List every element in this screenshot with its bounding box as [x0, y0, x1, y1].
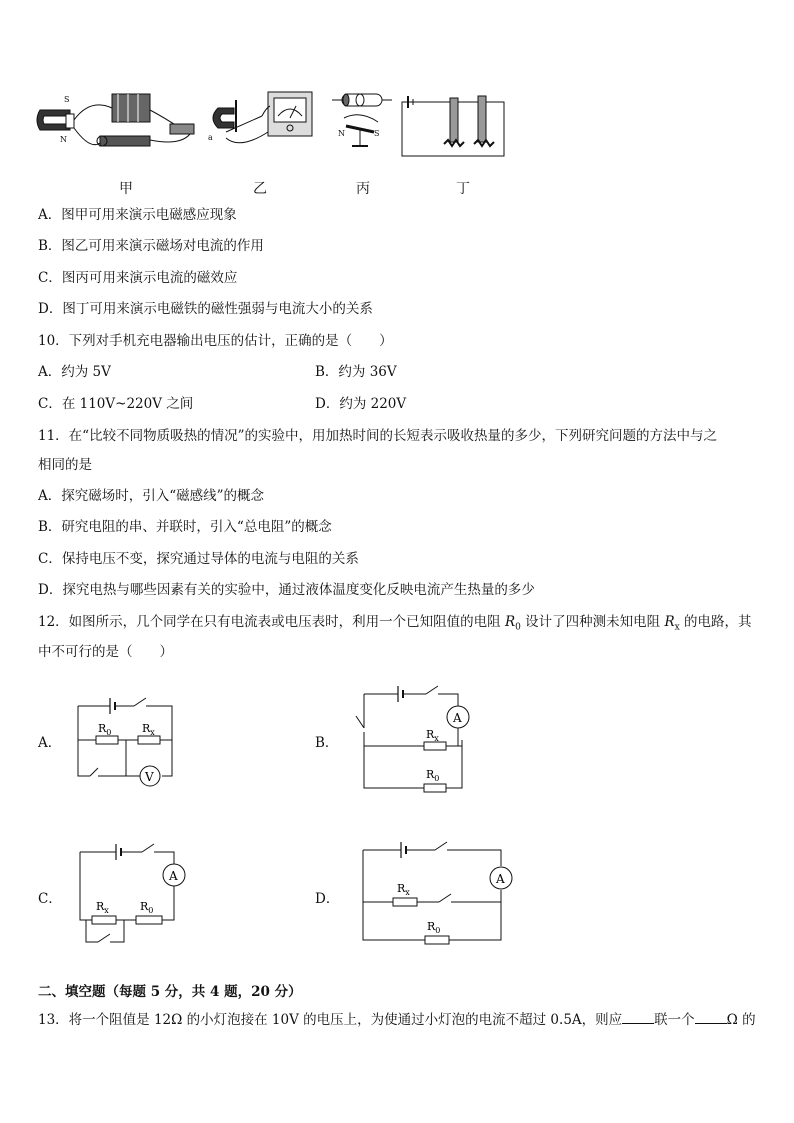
circuit-b-r0-sym: R — [426, 768, 435, 781]
magnet-s-label: S — [64, 95, 70, 104]
rotor-s-label: S — [374, 129, 380, 138]
circuit-c-r0-sym: R — [140, 900, 149, 913]
magnet-n-label: N — [60, 135, 67, 144]
section-heading: 二、填空题（每题 5 分，共 4 题，20 分） — [38, 984, 302, 1000]
q9-option-d: D．图丁可用来演示电磁铁的磁性强弱与电流大小的关系 — [38, 301, 373, 317]
figure-bing — [332, 94, 392, 146]
circuit-a-r0 — [98, 722, 111, 737]
q10-option-d: D．约为 220V — [315, 396, 407, 412]
q11-option-c: C．保持电压不变，探究通过导体的电流与电阻的关系 — [38, 551, 359, 567]
circuit-d-rx-sub: x — [405, 888, 410, 897]
q13-part-a: 13．将一个阻值是 12Ω 的小灯泡接在 10V 的电压上，为使通过小灯泡的电流不超过 0.5A，则应 — [38, 1012, 623, 1028]
q13-part-c: Ω 的 — [726, 1012, 756, 1028]
circuit-c-rx — [96, 900, 109, 915]
q12-stem-line2: 中不可行的是（ ） — [38, 644, 173, 660]
rotor-n-label: N — [338, 129, 345, 138]
circuit-c-rx-sym: R — [96, 900, 105, 913]
circuit-b-rx — [426, 728, 439, 743]
circuit-d-r0-sub: 0 — [435, 926, 441, 935]
q9-option-b: B．图乙可用来演示磁场对电流的作用 — [38, 238, 264, 254]
q11-option-a: A．探究磁场时，引入“磁感线”的概念 — [38, 488, 265, 504]
q12-stem-c: 的电路，其 — [679, 614, 752, 630]
q13-text — [38, 1011, 756, 1029]
caption-bing: 丙 — [356, 181, 370, 197]
q10-option-b: B．约为 36V — [315, 364, 397, 380]
q11-option-d: D．探究电热与哪些因素有关的实验中，通过液体温度变化反映电流产生热量的多少 — [38, 582, 535, 598]
q12-stem-b: 设计了四种测未知电阻 — [520, 614, 665, 630]
q11-stem-line1: 11．在“比较不同物质吸热的情况”的实验中，用加热时间的长短表示吸收热量的多少，下列研究问题的方法中与之 — [38, 428, 717, 444]
figure-jia — [37, 94, 194, 146]
q11-stem-line2: 相同的是 — [38, 457, 92, 473]
q13-blank-1[interactable] — [622, 1011, 654, 1024]
circuit-d-rx — [397, 882, 410, 897]
circuit-b-rx-sym: R — [426, 728, 435, 741]
circuit-d-ammeter: A — [496, 872, 505, 886]
circuit-a-rx-sub: x — [150, 728, 155, 737]
q11-option-b: B．研究电阻的串、并联时，引入“总电阻”的概念 — [38, 519, 332, 535]
circuit-a-r0-sym: R — [98, 722, 107, 735]
q10-option-a: A．约为 5V — [38, 364, 111, 380]
q10-stem: 10．下列对手机充电器输出电压的估计，正确的是（ ） — [38, 333, 393, 349]
circuit-b-label: B． — [315, 735, 339, 751]
circuit-a — [70, 688, 180, 788]
circuit-b — [350, 680, 480, 795]
circuit-a-rx — [142, 722, 155, 737]
circuit-a-voltmeter: V — [145, 770, 154, 784]
q9-option-a: A．图甲可用来演示电磁感应现象 — [38, 207, 237, 223]
circuit-b-r0 — [426, 768, 439, 783]
circuit-a-label: A． — [38, 735, 62, 751]
circuit-b-rx-sub: x — [434, 734, 439, 743]
circuit-b-ammeter: A — [453, 711, 462, 725]
q12-r0-symbol: R — [504, 614, 516, 630]
circuit-c-r0-sub: 0 — [148, 906, 154, 915]
q10-option-c: C．在 110V~220V 之间 — [38, 396, 194, 412]
circuit-c-rx-sub: x — [104, 906, 109, 915]
circuit-c-r0 — [140, 900, 153, 915]
figure-ding — [402, 96, 504, 156]
q13-blank-2[interactable] — [695, 1011, 727, 1024]
circuit-a-rx-sym: R — [142, 722, 151, 735]
q12-stem-a: 12．如图所示，几个同学在只有电流表或电压表时，利用一个已知阻值的电阻 — [38, 614, 505, 630]
circuit-d-r0 — [427, 920, 440, 935]
q12-rx-symbol: R — [664, 614, 675, 630]
q12-stem-line1 — [38, 613, 752, 637]
q12-rx-sub: x — [674, 622, 680, 633]
circuit-d-rx-sym: R — [397, 882, 406, 895]
circuit-d-label: D． — [315, 891, 340, 907]
caption-jia: 甲 — [119, 181, 133, 197]
q9-option-c: C．图丙可用来演示电流的磁效应 — [38, 270, 238, 286]
circuit-c-ammeter: A — [169, 869, 178, 883]
q13-part-b: 联一个 — [654, 1012, 695, 1028]
circuit-c-label: C． — [38, 891, 62, 907]
q12-r0-sub: 0 — [515, 622, 521, 633]
circuit-b-r0-sub: 0 — [434, 774, 440, 783]
caption-yi: 乙 — [253, 181, 267, 197]
label-a: a — [208, 133, 213, 142]
caption-ding: 丁 — [456, 181, 470, 197]
circuit-c — [70, 838, 190, 948]
circuit-d — [355, 838, 515, 948]
figure-yi — [208, 92, 312, 143]
circuit-d-r0-sym: R — [427, 920, 436, 933]
experiment-figures — [30, 88, 510, 163]
circuit-a-r0-sub: 0 — [106, 728, 112, 737]
